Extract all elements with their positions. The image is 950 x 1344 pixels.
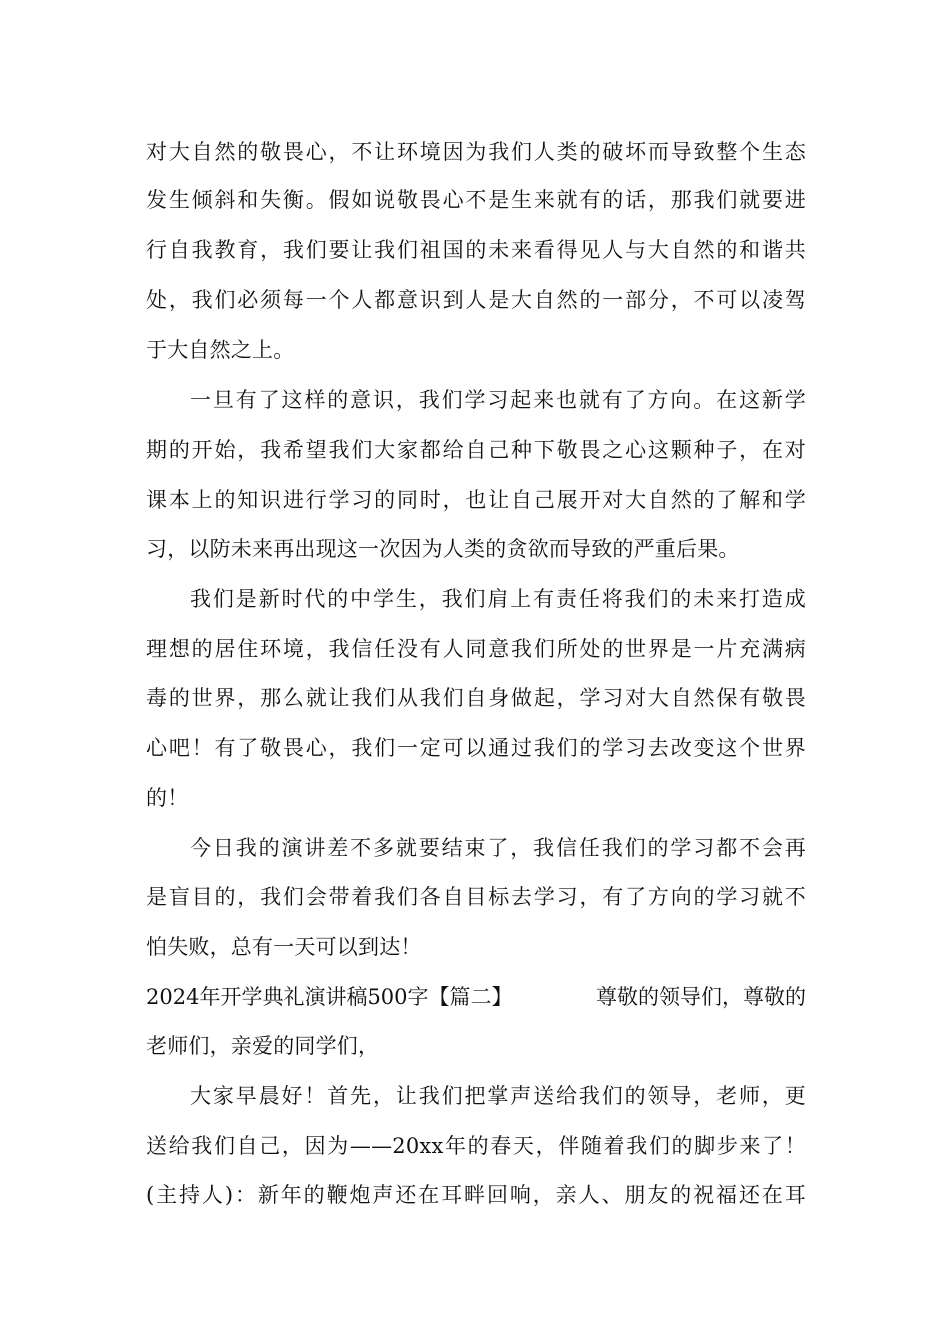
text-line: 发生倾斜和失衡。假如说敬畏心不是生来就有的话，那我们就要进 [146,188,806,212]
text-line: 课本上的知识进行学习的同时，也让自己展开对大自然的了解和学 [146,488,806,512]
text-line: 于大自然之上。 [146,338,295,362]
text-line: 是盲目的，我们会带着我们各自目标去学习，有了方向的学习就不 [146,885,806,909]
paragraph-first-line: 大家早晨好！首先，让我们把掌声送给我们的领导，老师，更 [190,1084,806,1108]
text-line: 理想的居住环境，我信任没有人同意我们所处的世界是一片充满病 [146,637,806,661]
text-line: 行自我教育，我们要让我们祖国的未来看得见人与大自然的和谐共 [146,238,806,262]
text-line: 期的开始，我希望我们大家都给自己种下敬畏之心这颗种子，在对 [146,438,806,462]
greeting-text: 尊敬的领导们，尊敬的 [596,985,806,1009]
section-title: 2024年开学典礼演讲稿500字【篇二】 [146,985,513,1009]
text-line: 送给我们自己，因为——20xx年的春天，伴随着我们的脚步来了！ [146,1134,806,1158]
text-line: 怕失败，总有一天可以到达！ [146,935,422,959]
text-line: 对大自然的敬畏心，不让环境因为我们人类的破坏而导致整个生态 [146,140,806,164]
paragraph-first-line: 今日我的演讲差不多就要结束了，我信任我们的学习都不会再 [190,836,806,860]
text-line: 处，我们必须每一个人都意识到人是大自然的一部分，不可以凌驾 [146,288,806,312]
paragraph-first-line: 我们是新时代的中学生，我们肩上有责任将我们的未来打造成 [190,587,806,611]
text-line: 的！ [146,786,189,810]
text-line: 毒的世界，那么就让我们从我们自身做起，学习对大自然保有敬畏 [146,686,806,710]
text-line: 老师们，亲爱的同学们， [146,1034,380,1058]
paragraph-first-line: 一旦有了这样的意识，我们学习起来也就有了方向。在这新学 [190,388,806,412]
section-heading-line [146,980,806,1014]
text-line: 习，以防未来再出现这一次因为人类的贪欲而导致的严重后果。 [146,537,740,561]
text-line: (主持人)：新年的鞭炮声还在耳畔回响，亲人、朋友的祝福还在耳 [146,1183,806,1207]
text-line: 心吧！有了敬畏心，我们一定可以通过我们的学习去改变这个世界 [146,736,806,760]
